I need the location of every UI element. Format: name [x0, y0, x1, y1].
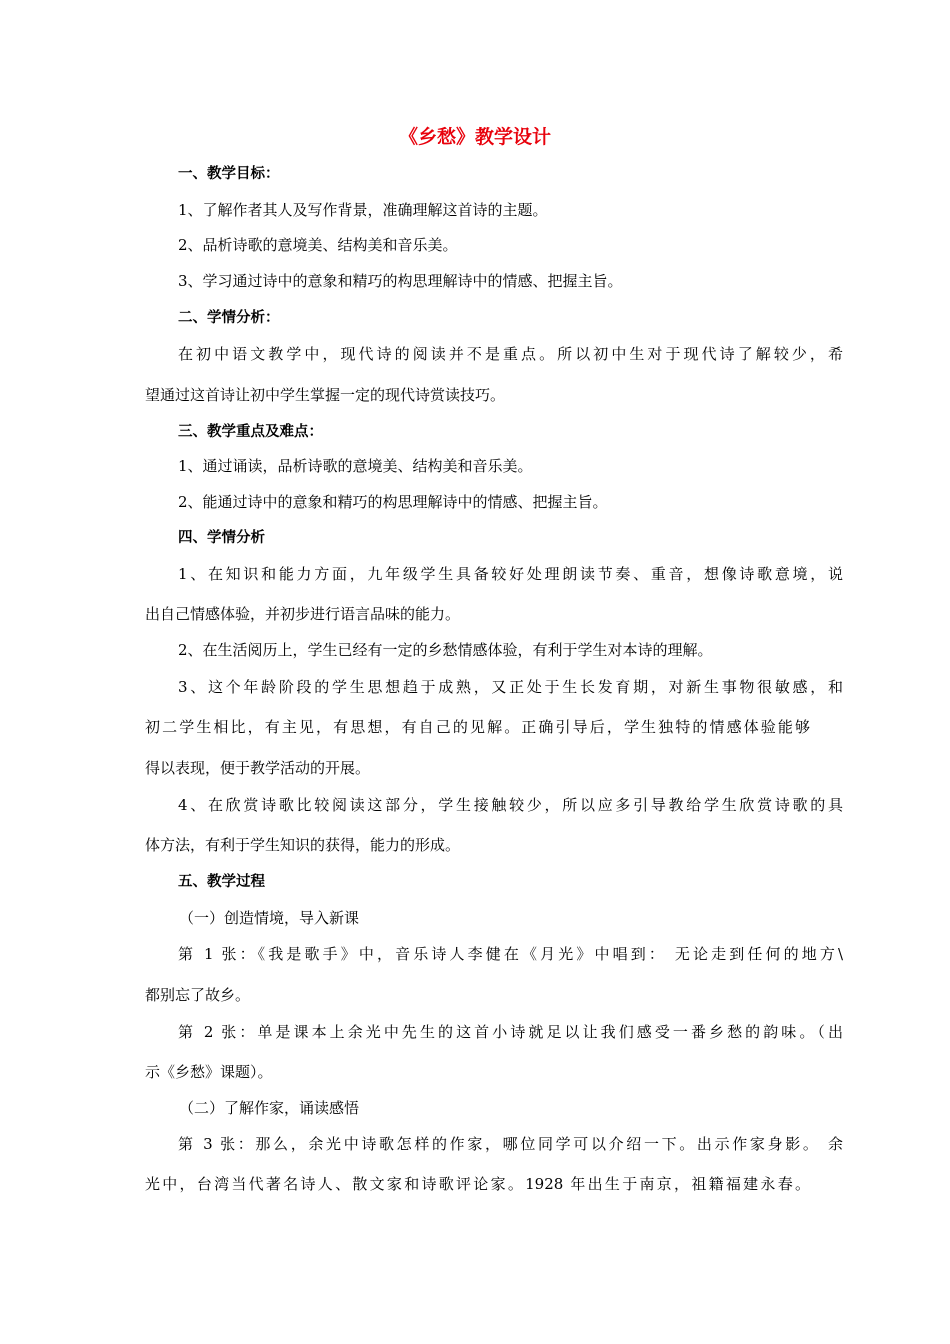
subsection-heading: （一）创造情境，导入新课 [179, 909, 360, 927]
paragraph-line: 第 2 张：单是课本上余光中先生的这首小诗就足以让我们感受一番乡愁的韵味。（出 [178, 1023, 843, 1041]
paragraph-line: 示《乡愁》课题）。 [145, 1063, 273, 1081]
paragraph-line: 出自己情感体验，并初步进行语言品味的能力。 [145, 605, 461, 623]
key-point-item: 1、通过诵读，品析诗歌的意境美、结构美和音乐美。 [178, 457, 533, 475]
paragraph-line: 在初中语文教学中，现代诗的阅读并不是重点。所以初中生对于现代诗了解较少，希 [178, 345, 843, 363]
paragraph-line: 都别忘了故乡。 [145, 986, 251, 1004]
paragraph-line: 体方法，有利于学生知识的获得，能力的形成。 [145, 836, 461, 854]
paragraph-line: 初二学生相比，有主见，有思想，有自己的见解。正确引导后，学生独特的情感体验能够 [145, 718, 810, 736]
paragraph-line: 光中，台湾当代著名诗人、散文家和诗歌评论家。1928 年出生于南京，祖籍福建永春。 [145, 1175, 810, 1193]
key-point-item: 2、能通过诗中的意象和精巧的构思理解诗中的情感、把握主旨。 [178, 493, 608, 511]
paragraph-line: 得以表现，便于教学活动的开展。 [145, 759, 371, 777]
section-heading-objectives: 一、教学目标： [178, 166, 280, 182]
objective-item: 3、学习通过诗中的意象和精巧的构思理解诗中的情感、把握主旨。 [178, 272, 623, 290]
paragraph-line: 望通过这首诗让初中学生掌握一定的现代诗赏读技巧。 [145, 386, 506, 404]
section-heading-key-points: 三、教学重点及难点： [178, 424, 323, 440]
paragraph-line: 第 3 张：那么，余光中诗歌怎样的作家，哪位同学可以介绍一下。出示作家身影。 余 [178, 1135, 843, 1153]
paragraph-line: 第 1 张：《我是歌手》中，音乐诗人李健在《月光》中唱到： 无论走到任何的地方\ [178, 945, 843, 963]
document-title: 《乡愁》教学设计 [398, 126, 551, 148]
paragraph-line: 2、在生活阅历上，学生已经有一定的乡愁情感体验，有利于学生对本诗的理解。 [178, 641, 713, 659]
objective-item: 2、品析诗歌的意境美、结构美和音乐美。 [178, 236, 458, 254]
section-heading-learner-analysis: 四、学情分析 [178, 530, 265, 546]
paragraph-line: 3、这个年龄阶段的学生思想趋于成熟，又正处于生长发育期，对新生事物很敏感，和 [178, 678, 843, 696]
objective-item: 1、了解作者其人及写作背景，准确理解这首诗的主题。 [178, 201, 548, 219]
paragraph-line: 4、在欣赏诗歌比较阅读这部分，学生接触较少，所以应多引导教给学生欣赏诗歌的具 [178, 796, 843, 814]
section-heading-student-analysis: 二、学情分析： [178, 310, 280, 326]
subsection-heading: （二）了解作家，诵读感悟 [179, 1099, 360, 1117]
section-heading-process: 五、教学过程 [178, 874, 265, 890]
paragraph-line: 1、在知识和能力方面，九年级学生具备较好处理朗读节奏、重音，想像诗歌意境，说 [178, 565, 843, 583]
